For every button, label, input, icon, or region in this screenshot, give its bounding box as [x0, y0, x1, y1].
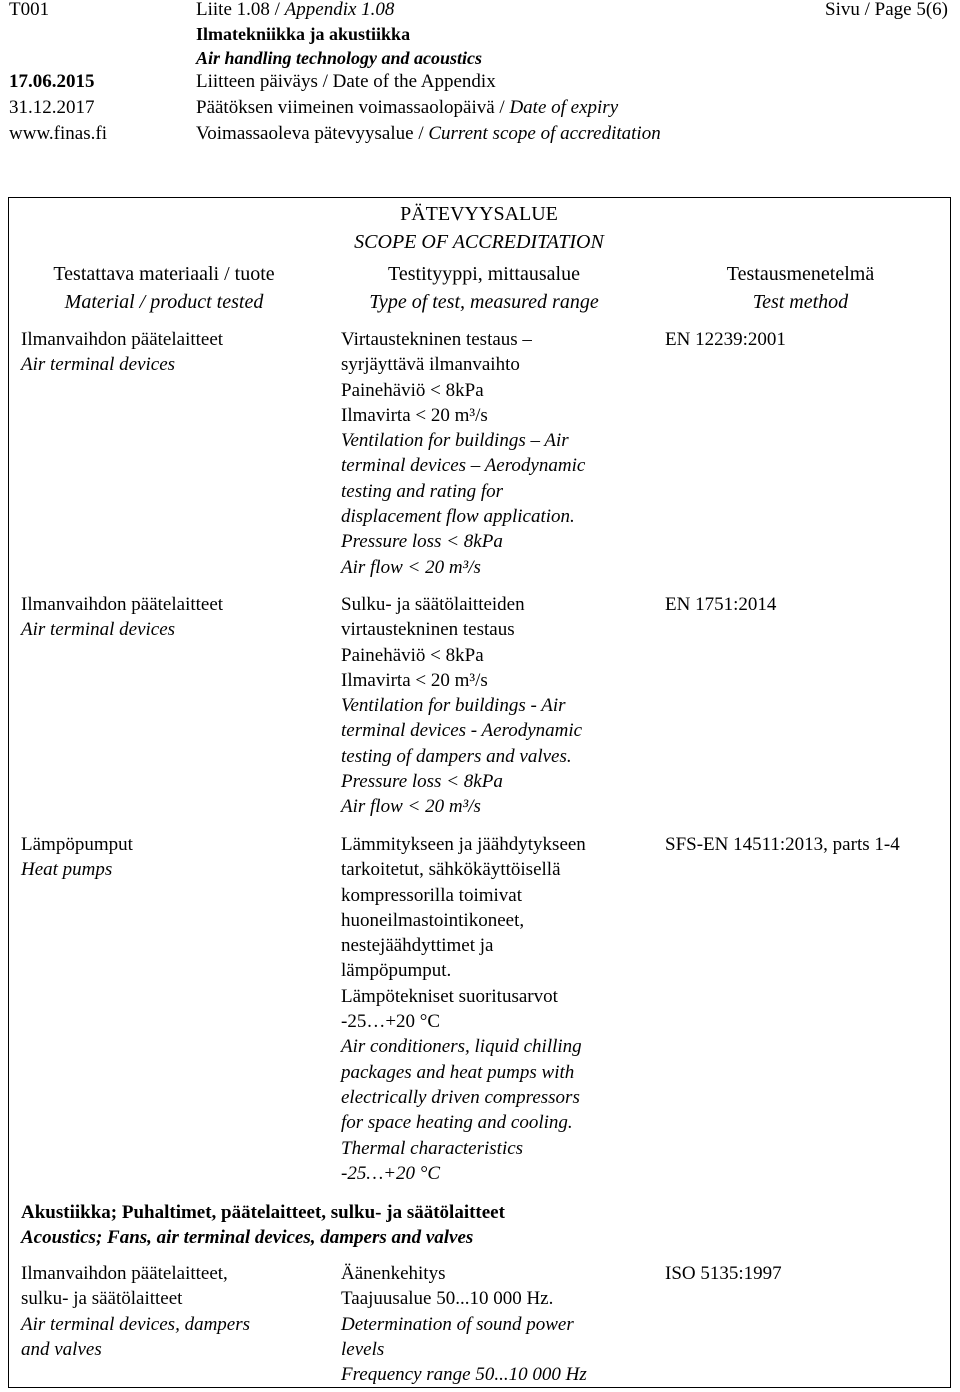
- accreditation-table: [8, 197, 951, 1388]
- header-row-2: [9, 22, 948, 46]
- appendix-date-label: Liitteen päiväys / Date of the Appendix: [196, 71, 496, 92]
- header-row-5: [9, 96, 948, 120]
- field-title-fi: Ilmatekniikka ja akustiikka: [196, 24, 411, 44]
- acoustics-section-heading: Akustiikka; Puhaltimet, päätelaitteet, sulku- ja säätölaitteet Acoustics; Fans, air terminal devices, dampers and valves: [21, 1202, 505, 1249]
- field-title-en: Air handling technology and acoustics: [196, 48, 483, 68]
- table-row-3-test: Lämmitykseen ja jäähdytykseen tarkoitetut, sähkökäyttöisellä kompressorilla toimivat huoneilmastointikoneet, nestejäähdyttimet ja lämpöpumput. Lämpötekniset suoritusarvot -25…+20 °C Air conditioners, liquid chilling packages and heat pumps with electrically driven compressors for space heating and cooling. Thermal characteristics -25…+20 °C: [341, 834, 586, 1184]
- scope-label: Voimassaoleva pätevyysalue / Current scope of accreditation: [196, 123, 661, 144]
- appendix-date: 17.06.2015: [9, 71, 95, 92]
- doc-code: T001: [9, 0, 50, 20]
- header-row-4: [9, 70, 948, 94]
- table-row-1-material: Ilmanvaihdon päätelaitteet Air terminal devices: [21, 329, 224, 376]
- header-row-6: [9, 122, 948, 146]
- website: www.finas.fi: [9, 123, 107, 144]
- header-row-1: [9, 0, 948, 22]
- table-row-2-material: Ilmanvaihdon päätelaitteet Air terminal devices: [21, 594, 224, 641]
- column-header-material: Testattava materiaali / tuote Material / product tested: [53, 263, 275, 313]
- table-row-4-method: ISO 5135:1997: [665, 1263, 782, 1284]
- page-number: Sivu / Page 5(6): [825, 0, 948, 20]
- table-row-4-test: Äänenkehitys Taajuusalue 50...10 000 Hz. Determination of sound power levels Frequency range 50...10 000 Hz: [341, 1263, 587, 1386]
- expiry-date-label: Päätöksen viimeinen voimassaolopäivä / Date of expiry: [196, 97, 619, 118]
- expiry-date: 31.12.2017: [9, 97, 95, 118]
- table-row-3-method: SFS-EN 14511:2013, parts 1-4: [665, 834, 900, 855]
- header-row-3: [9, 46, 948, 70]
- table-title: PÄTEVYYSALUE SCOPE OF ACCREDITATION: [354, 203, 604, 253]
- table-row-2-method: EN 1751:2014: [665, 594, 777, 615]
- appendix-label: Liite 1.08 / Appendix 1.08: [196, 0, 395, 20]
- table-row-1-method: EN 12239:2001: [665, 329, 786, 350]
- table-row-4-material: Ilmanvaihdon päätelaitteet, sulku- ja säätölaitteet Air terminal devices, dampers and valves: [21, 1263, 251, 1360]
- table-row-3-material: Lämpöpumput Heat pumps: [21, 834, 133, 881]
- table-row-2-test: Sulku- ja säätölaitteiden virtaustekninen testaus Painehäviö < 8kPa Ilmavirta < 20 m³/s Ventilation for buildings - Air terminal devices - Aerodynamic testing of dampers and valves. Pressure loss < 8kPa Air flow < 20 m³/s: [341, 594, 583, 818]
- column-header-method: Testausmenetelmä Test method: [726, 263, 875, 313]
- column-header-test-type: Testityyppi, mittausalue Type of test, measured range: [369, 263, 599, 313]
- table-row-1-test: Virtaustekninen testaus – syrjäyttävä ilmanvaihto Painehäviö < 8kPa Ilmavirta < 20 m³/s Ventilation for buildings – Air terminal devices – Aerodynamic testing and rating for displacement flow application. Pressure loss < 8kPa Air flow < 20 m³/s: [341, 329, 586, 578]
